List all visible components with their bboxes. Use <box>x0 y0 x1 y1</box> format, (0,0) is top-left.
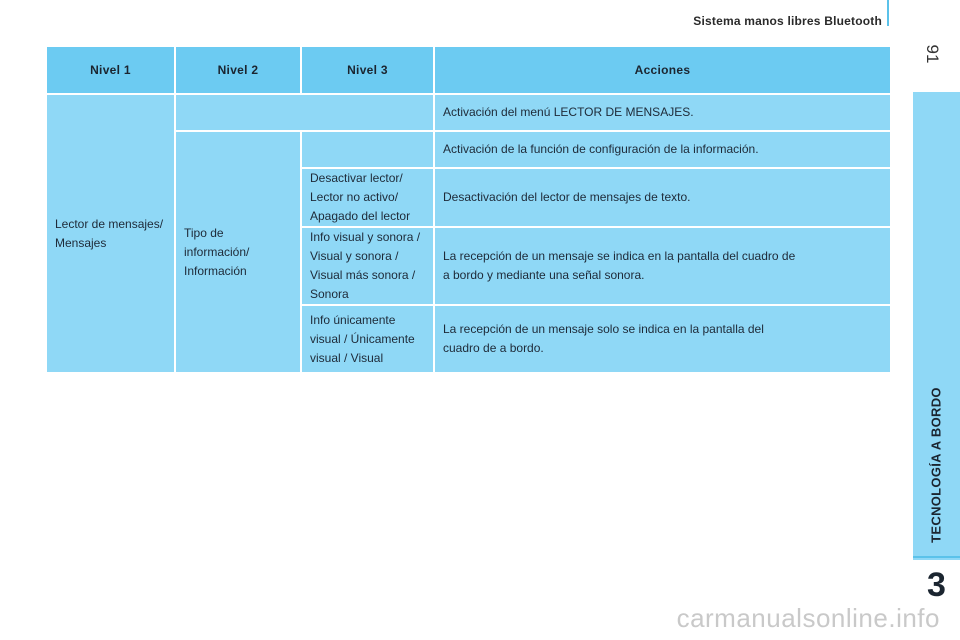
header-level-3: Nivel 3 <box>301 46 434 94</box>
cell-level-3: Info únicamente visual / Únicamente visual / Visual <box>301 305 434 373</box>
menu-table <box>45 45 892 374</box>
header-actions: Acciones <box>434 46 891 94</box>
header-level-1: Nivel 1 <box>46 46 175 94</box>
cell-empty <box>301 131 434 168</box>
cell-level-3: Info visual y sonora / Visual y sonora / Visual más sonora / Sonora <box>301 227 434 305</box>
cell-level-1: Lector de mensajes/ Mensajes <box>46 94 175 373</box>
cell-action: Activación de la función de configuración de la información. <box>434 131 891 168</box>
cell-level-2: Tipo de información/ Información <box>175 131 301 373</box>
cell-action: La recepción de un mensaje solo se indica en la pantalla del cuadro de a bordo. <box>434 305 891 373</box>
cell-action: La recepción de un mensaje se indica en la pantalla del cuadro de a bordo y mediante una señal sonora. <box>434 227 891 305</box>
cell-action: Activación del menú LECTOR DE MENSAJES. <box>434 94 891 131</box>
chapter-title: TECNOLOGÍA A BORDO <box>928 387 944 543</box>
table-row <box>46 94 891 131</box>
header-level-2: Nivel 2 <box>175 46 301 94</box>
watermark-text: carmanualsonline.info <box>676 603 940 633</box>
chapter-tab-divider <box>913 556 960 558</box>
chapter-number: 3 <box>927 566 946 604</box>
page-number: 91 <box>923 44 942 64</box>
table-header-row <box>46 46 891 94</box>
cell-level-3: Desactivar lector/ Lector no activo/ Apagado del lector <box>301 168 434 227</box>
cell-action: Desactivación del lector de mensajes de texto. <box>434 168 891 227</box>
page-header-title: Sistema manos libres Bluetooth <box>693 14 882 28</box>
cell-empty <box>175 94 434 131</box>
header-divider <box>887 0 889 26</box>
